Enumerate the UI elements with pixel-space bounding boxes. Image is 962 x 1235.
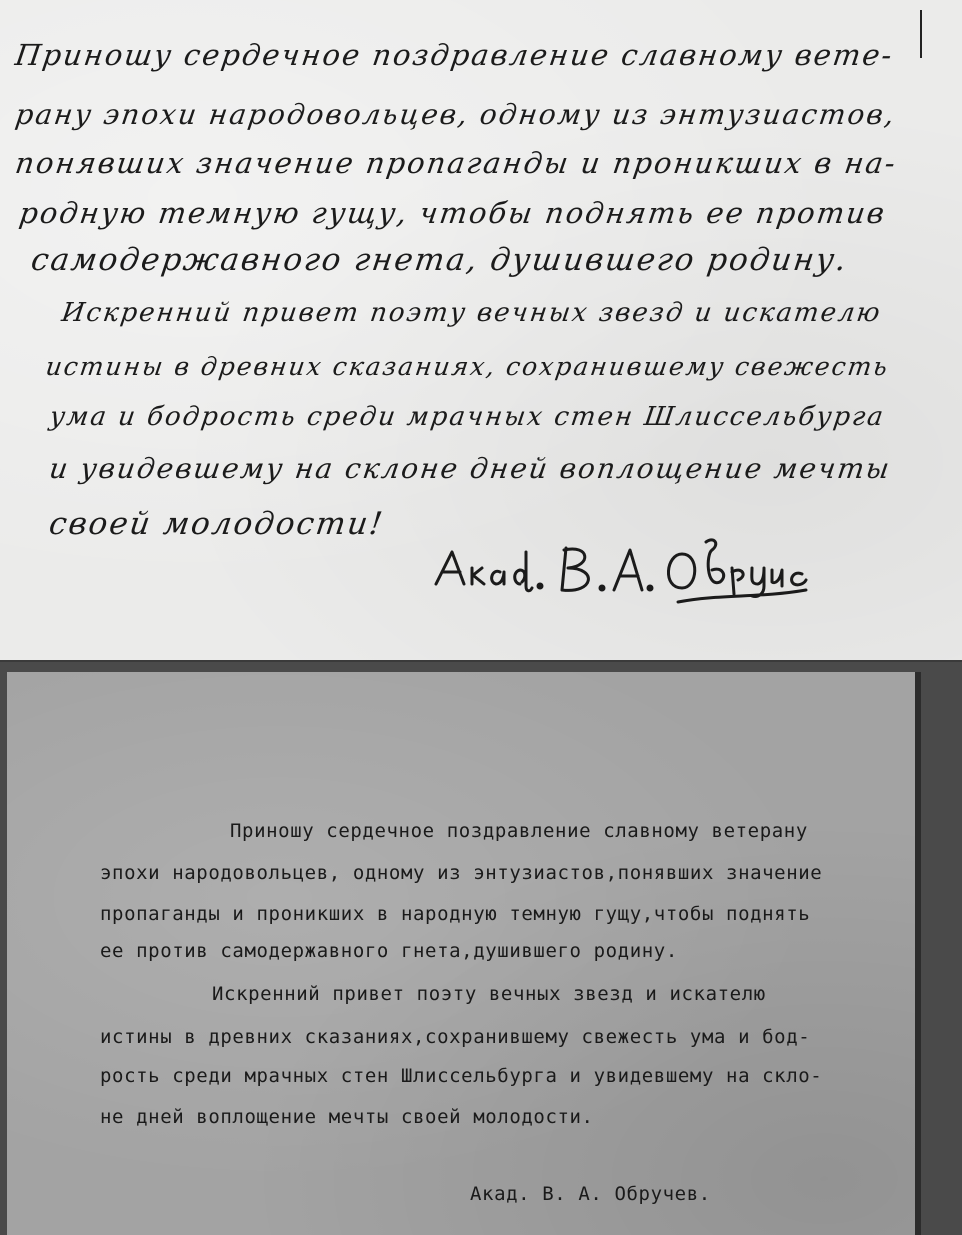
- handwritten-line: родную темную гущу, чтобы поднять ее против: [17, 196, 889, 230]
- typed-line: истины в древних сказаниях,сохранившему свежесть ума и бод-: [100, 1026, 811, 1048]
- handwritten-signature: [430, 532, 810, 612]
- handwritten-line: истины в древних сказаниях, сохранившему свежесть: [43, 352, 892, 381]
- typed-line: рость среди мрачных стен Шлиссельбурга и увидевшему на скло-: [100, 1065, 823, 1087]
- typewritten-letter-sheet: [7, 672, 921, 1235]
- typed-line: эпохи народовольцев, одному из энтузиастов,понявших значение: [100, 862, 823, 884]
- handwritten-line: ума и бодрость среди мрачных стен Шлиссельбурга: [47, 402, 887, 432]
- typed-line: ее против самодержавного гнета,душившего родину.: [100, 940, 678, 962]
- handwritten-line: понявших значение пропаганды и проникших в на-: [13, 146, 900, 180]
- typed-signature: Акад. В. А. Обручев.: [470, 1183, 711, 1205]
- handwritten-line: своей молодости!: [46, 506, 387, 542]
- margin-line: [920, 10, 922, 58]
- handwritten-line: самодержавного гнета, душившего родину.: [28, 242, 851, 278]
- typed-line: пропаганды и проникших в народную темную гущу,чтобы поднять: [100, 903, 811, 925]
- typed-line: Искренний привет поэту вечных звезд и искателю: [212, 983, 766, 1005]
- handwritten-line: и увидевшему на склоне дней воплощение мечты: [47, 452, 894, 485]
- handwritten-line: Приношу сердечное поздравление славному вете-: [13, 38, 896, 72]
- handwritten-line: рану эпохи народовольцев, одному из энтузиастов,: [13, 98, 899, 131]
- typed-line: Приношу сердечное поздравление славному ветерану: [230, 820, 808, 842]
- handwritten-line: Искренний привет поэту вечных звезд и искателю: [59, 298, 884, 328]
- typed-line: не дней воплощение мечты своей молодости.: [100, 1106, 594, 1128]
